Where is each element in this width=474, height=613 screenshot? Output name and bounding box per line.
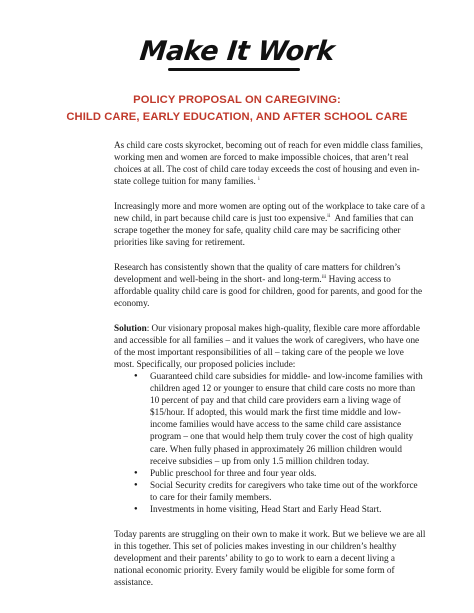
list-item: ● Investments in home visiting, Head Start and Early Head Start. <box>134 503 426 515</box>
paragraph-intro: As child care costs skyrocket, becoming out of reach for even middle class families, working men and women are forced to make impossible choices, that aren’t real choices at all. The cost of child care today exceeds the cost of housing and even in-state college tuition for many families. $^i$ <box>114 140 423 187</box>
policy-list <box>114 370 426 515</box>
paragraph-women-workplace: Increasingly more and more women are opting out of the workplace to take care of a new child, in part because child care is just too expensive.$^{ii}$ And families that can scrape together the money for safe, quality child care may be sacrificing other priorities like saving for retirement. <box>114 200 425 248</box>
solution-label: Solution <box>114 322 147 333</box>
title-line-1: POLICY PROPOSAL ON CAREGIVING: <box>133 94 341 106</box>
paragraph-conclusion: Today parents are struggling on their own to make it work. But we believe we are all in this together. This set of policies makes investing in our children’s healthy development and their parents’ ability to go to work to earn a decent living a national economic priority. Every family would be eligible for some form of assistance. <box>114 528 426 587</box>
footnote-marker: ii <box>327 212 331 219</box>
list-item: ● Guaranteed child care subsidies for middle- and low-income families with children aged 12 or younger to ensure that child care costs no more than 10 percent of pay and that child care providers earn a living wage of $15/hour. If adopted, this would mark the first time middle and low-income families would have access to the same child care assistance program – one that would help them truly cover the cost of high quality care. When fully phased in approximately 26 million children would receive subsidies – up from only 1.5 million children today. <box>134 370 426 467</box>
logo-underline <box>168 68 300 71</box>
list-item: ● Public preschool for three and four year olds. <box>134 467 426 479</box>
footnote-marker: i <box>258 176 260 183</box>
paragraph-solution: Solution: Our visionary proposal makes high-quality, flexible care more affordable and accessible for all families – and it values the work of caregivers, who have one of the most important responsibilities of all – taking care of the people we love most. Specifically, our proposed policies include: <box>114 322 420 369</box>
paragraph-research: Research has consistently shown that the quality of care matters for children’s development and well-being in the short- and long-term.$^{iii}$ Having access to affordable quality child care is good for children, good for parents, and good for the economy. <box>114 261 423 309</box>
make-it-work-logo: Make It Work <box>138 36 336 67</box>
footnote-marker: iii <box>321 273 327 280</box>
list-item: ● Social Security credits for caregivers who take time out of the workforce to care for their family members. <box>134 479 426 503</box>
title-line-2: CHILD CARE, EARLY EDUCATION, AND AFTER SCHOOL CARE <box>66 111 408 123</box>
document-body <box>114 139 426 601</box>
